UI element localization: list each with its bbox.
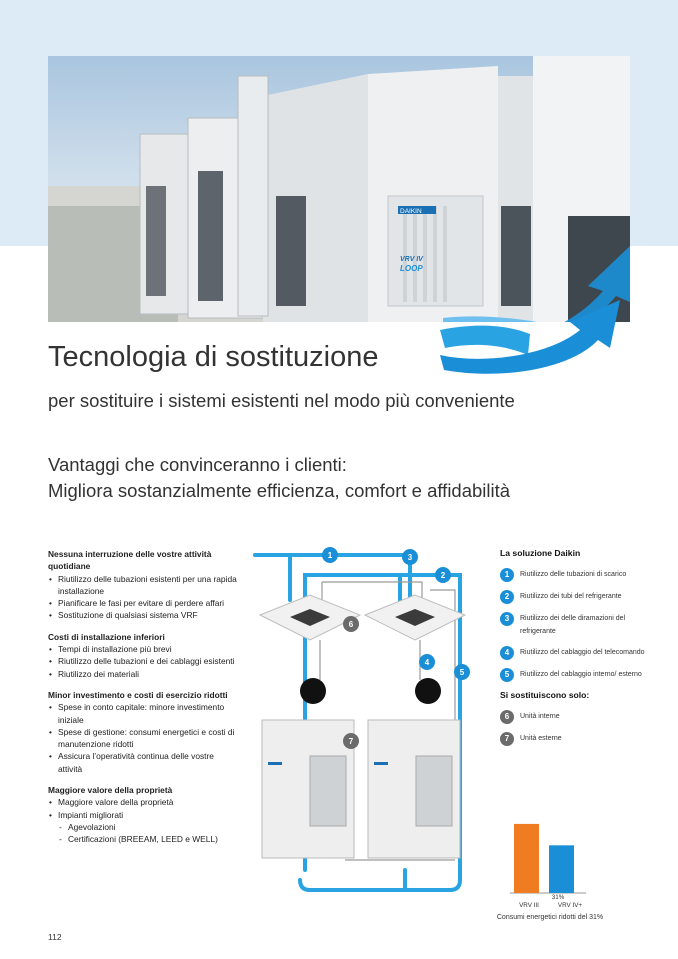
benefit-section bbox=[48, 548, 238, 622]
replace-item bbox=[500, 732, 650, 746]
benefit-item: • Riutilizzo delle tubazioni e dei cablaggi esistenti bbox=[48, 655, 238, 667]
solution-item bbox=[500, 646, 650, 660]
page-number: 112 bbox=[48, 932, 62, 942]
benefit-item: • Riutilizzo delle tubazioni esistenti per una rapida installazione bbox=[48, 573, 238, 598]
solution-item bbox=[500, 590, 650, 604]
benefit-section bbox=[48, 784, 238, 845]
solution-item-text: Riutilizzo del cablaggio del telecomando bbox=[520, 649, 645, 656]
benefit-item: • Pianificare le fasi per evitare di perdere affari bbox=[48, 597, 238, 609]
marker-badge: 2 bbox=[500, 590, 514, 604]
chart-annotation: 31% bbox=[551, 894, 565, 901]
marker-badge: 7 bbox=[500, 732, 514, 746]
marker-badge: 4 bbox=[500, 646, 514, 660]
replace-title: Si sostituiscono solo: bbox=[500, 690, 590, 700]
marker-badge: 1 bbox=[500, 568, 514, 582]
benefit-item: • Sostituzione di qualsiasi sistema VRF bbox=[48, 609, 238, 621]
benefit-title: Costi di installazione inferiori bbox=[48, 631, 165, 642]
solution-item-text: Riutilizzo dei delle diramazioni del refrigerante bbox=[520, 615, 626, 635]
benefit-title: Nessuna interruzione delle vostre attività quotidiane bbox=[48, 549, 212, 572]
remote-controller-left bbox=[300, 678, 326, 704]
headline bbox=[48, 452, 510, 504]
svg-text:5: 5 bbox=[459, 668, 465, 677]
solution-item-text: Riutilizzo del cablaggio interno/ esterno bbox=[520, 671, 642, 678]
svg-text:4: 4 bbox=[424, 658, 430, 667]
headline-line-1: Vantaggi che convinceranno i clienti: bbox=[48, 454, 347, 475]
loop-arrow-graphic bbox=[430, 300, 630, 380]
energy-bar-chart bbox=[508, 812, 588, 894]
hero-photo bbox=[48, 56, 630, 322]
marker-badge: 6 bbox=[500, 710, 514, 724]
chart-bar-vrv-iii bbox=[514, 824, 539, 893]
solution-item-text: Riutilizzo dei tubi del refrigerante bbox=[520, 593, 622, 600]
benefit-item: • Riutilizzo dei materiali bbox=[48, 668, 238, 680]
replace-item bbox=[500, 710, 650, 724]
marker-badge: 5 bbox=[500, 668, 514, 682]
benefit-subitem: - Certificazioni (BREEAM, LEED e WELL) bbox=[48, 833, 238, 845]
svg-text:3: 3 bbox=[407, 553, 413, 562]
benefit-item: • Spese in conto capitale: minore investimento iniziale bbox=[48, 701, 238, 726]
outdoor-unit-left bbox=[262, 720, 354, 858]
brand-logo: DAIKIN bbox=[400, 208, 422, 215]
benefit-title: Minor investimento e costi di esercizio ridotti bbox=[48, 689, 228, 700]
benefit-title: Maggiore valore della proprietà bbox=[48, 785, 173, 796]
svg-text:7: 7 bbox=[348, 737, 354, 746]
svg-text:LOOP: LOOP bbox=[400, 264, 423, 273]
svg-text:1: 1 bbox=[327, 551, 333, 560]
replace-item-text: Unità esterne bbox=[520, 735, 562, 742]
svg-text:6: 6 bbox=[348, 620, 354, 629]
indoor-unit-right bbox=[365, 595, 465, 640]
svg-text:2: 2 bbox=[440, 571, 446, 580]
page-subtitle: per sostituire i sistemi esistenti nel modo più conveniente bbox=[48, 390, 515, 411]
piping-diagram bbox=[250, 540, 490, 910]
chart-category-label: VRV III bbox=[519, 902, 539, 909]
solution-item-text: Riutilizzo delle tubazioni di scarico bbox=[520, 571, 627, 578]
outdoor-unit-right bbox=[368, 720, 460, 858]
benefit-subitem: - Agevolazioni bbox=[48, 821, 238, 833]
chart-category-label: VRV IV+ bbox=[557, 902, 583, 909]
benefit-item: • Spese di gestione: consumi energetici e costi di manutenzione ridotti bbox=[48, 726, 238, 751]
chart-bar-vrv-iv- bbox=[549, 845, 574, 893]
solution-column bbox=[500, 548, 650, 754]
headline-line-2: Migliora sostanzialmente efficienza, comfort e affidabilità bbox=[48, 480, 511, 501]
benefit-item: • Assicura l’operatività continua delle vostre attività bbox=[48, 750, 238, 775]
remote-controller-right bbox=[415, 678, 441, 704]
benefits-column bbox=[48, 548, 238, 855]
product-logo: VRV IV bbox=[400, 256, 423, 263]
solution-title: La soluzione Daikin bbox=[500, 548, 581, 558]
indoor-unit-left bbox=[260, 595, 360, 640]
replace-item-text: Unità interne bbox=[520, 713, 560, 720]
marker-badge: 3 bbox=[500, 612, 514, 626]
benefit-item: • Tempi di installazione più brevi bbox=[48, 643, 238, 655]
chart-caption: Consumi energetici ridotti del 31% bbox=[496, 914, 604, 921]
solution-item bbox=[500, 568, 650, 582]
benefit-item: • Impianti migliorati bbox=[48, 809, 238, 821]
benefit-section bbox=[48, 689, 238, 775]
page-title: Tecnologia di sostituzione bbox=[48, 341, 379, 373]
solution-item bbox=[500, 612, 650, 638]
benefit-section bbox=[48, 631, 238, 680]
benefit-item: • Maggiore valore della proprietà bbox=[48, 796, 238, 808]
solution-item bbox=[500, 668, 650, 682]
